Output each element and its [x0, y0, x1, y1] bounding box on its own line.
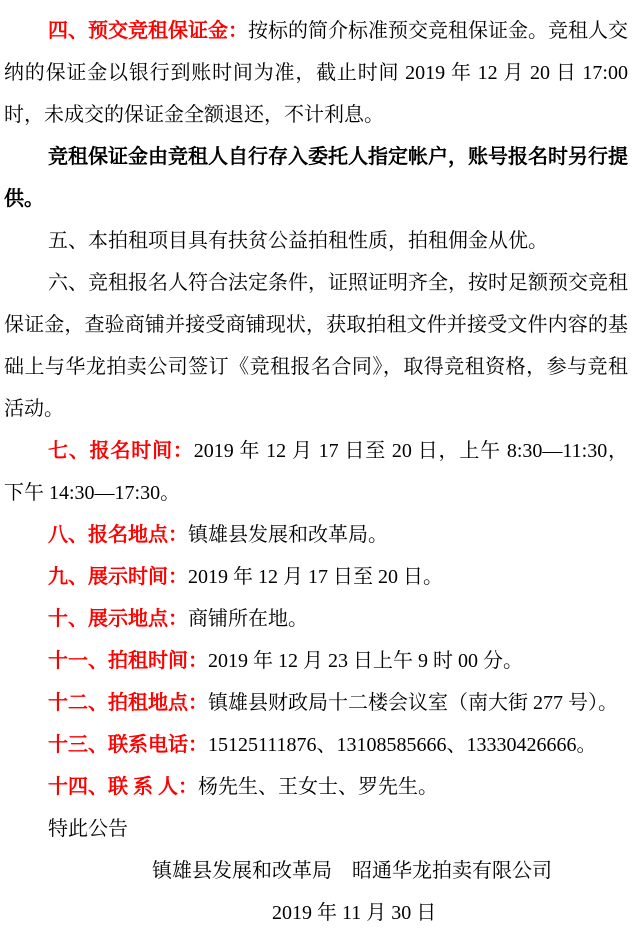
para-section-4-deposit: [4, 10, 628, 136]
section-14-label: 十四、联 系 人：: [48, 776, 198, 798]
para-section-7-signup-time: [4, 430, 628, 514]
closing-text: 特此公告: [48, 818, 128, 840]
section-13-label: 十三、联系电话：: [48, 734, 208, 756]
section-7-label: 七、报名时间：: [48, 440, 194, 462]
section-12-text: 镇雄县财政局十二楼会议室（南大街 277 号）。: [208, 692, 618, 714]
para-closing: [4, 808, 628, 850]
para-deposit-note: [4, 136, 628, 220]
section-12-label: 十二、拍租地点：: [48, 692, 208, 714]
signature-line: [4, 850, 628, 892]
signature-text: 镇雄县发展和改革局 昭通华龙拍卖有限公司: [152, 860, 552, 882]
para-section-8-signup-place: [4, 514, 628, 556]
section-8-label: 八、报名地点：: [48, 524, 188, 546]
para-section-14-contacts: [4, 766, 628, 808]
section-8-text: 镇雄县发展和改革局。: [188, 524, 388, 546]
section-5-text: 五、本拍租项目具有扶贫公益拍租性质，拍租佣金从优。: [48, 230, 548, 252]
para-section-12-auction-place: [4, 682, 628, 724]
section-6-text: 六、竞租报名人符合法定条件，证照证明齐全，按时足额预交竞租保证金，查验商铺并接受商铺现状，获取拍租文件并接受文件内容的基础上与华龙拍卖公司签订《竞租报名合同》，取得竞租资格，参与竞租活动。: [4, 272, 628, 420]
para-section-13-phones: [4, 724, 628, 766]
date-line: [4, 892, 628, 934]
date-text: 2019 年 11 月 30 日: [272, 902, 437, 924]
para-section-11-auction-time: [4, 640, 628, 682]
section-4-text: 按标的简介标准预交竞租保证金。竞租人交纳的保证金以银行到账时间为准，截止时间 2019 年 12 月 20 日 17:00 时，未成交的保证金全额退还，不计利息。: [4, 20, 628, 126]
para-section-10-display-place: [4, 598, 628, 640]
section-11-label: 十一、拍租时间：: [48, 650, 208, 672]
deposit-note-text: 竞租保证金由竞租人自行存入委托人指定帐户，账号报名时另行提供。: [4, 146, 628, 210]
section-9-label: 九、展示时间：: [48, 566, 188, 588]
section-4-label: 四、预交竞租保证金：: [48, 20, 248, 42]
para-section-5: [4, 220, 628, 262]
section-13-text: 15125111876、13108585666、13330426666。: [208, 734, 597, 756]
section-11-text: 2019 年 12 月 23 日上午 9 时 00 分。: [208, 650, 523, 672]
section-14-text: 杨先生、王女士、罗先生。: [198, 776, 438, 798]
para-section-9-display-time: [4, 556, 628, 598]
section-7-text: 2019 年 12 月 17 日至 20 日，上午 8:30—11:30，下午 14:30—17:30。: [4, 440, 629, 504]
para-section-6: [4, 262, 628, 430]
section-10-text: 商铺所在地。: [188, 608, 308, 630]
section-10-label: 十、展示地点：: [48, 608, 188, 630]
section-9-text: 2019 年 12 月 17 日至 20 日。: [188, 566, 443, 588]
